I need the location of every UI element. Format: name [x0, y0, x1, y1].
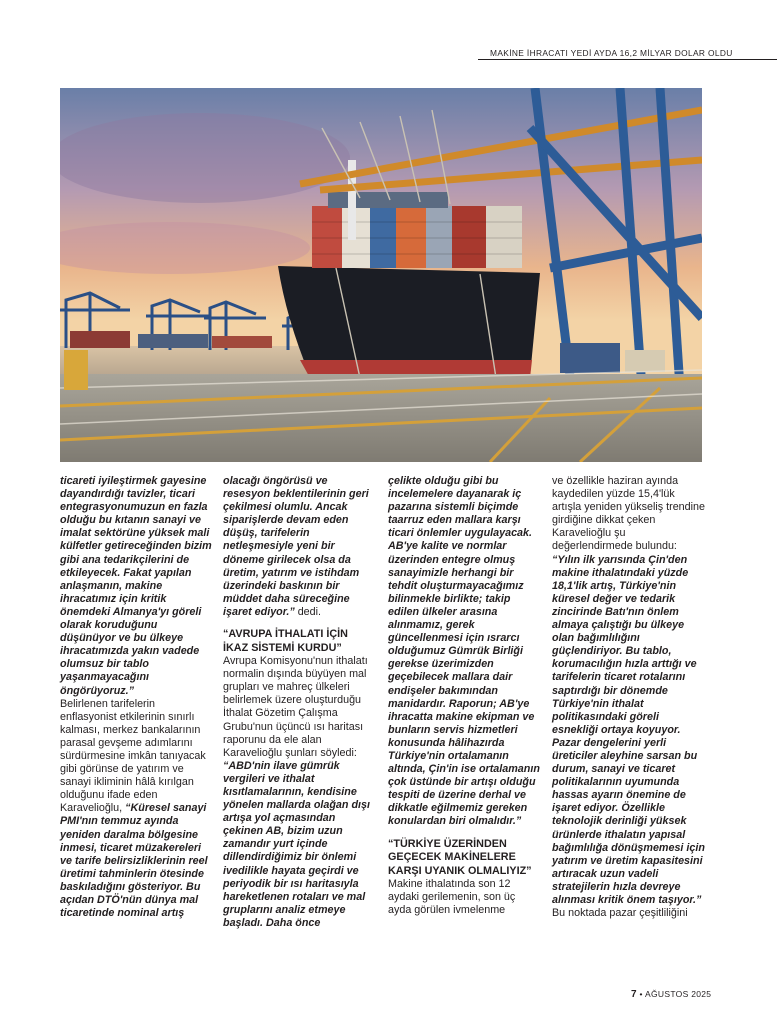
col4-body-text: ve özellikle haziran ayında kaydedilen yüzde 15,4'lük artışla yeniden yükseliş trendine girdiğine dikkat çeken Karavelioğlu şu değerlendirmede bulundu:: [552, 475, 705, 553]
issue-date: AĞUSTOS 2025: [645, 989, 712, 999]
col4-quote-text: “Yılın ilk yarısında Çin'den makine ithalatındaki yüzde 18,1'lik artış, Türkiye'nin küresel değer ve tedarik zincirinde Batı'nın önlem almaya çalıştığı bu ülkeye olan bağımlılığını güçlendiriyor. Bu tablo, korumacılığın hızla arttığı ve tarifelerin ticaret rotalarını saptırdığı bir dönemde Türkiye'nin ithalat politikasındaki göreli esnekliği ortaya koyuyor. Pazar dengelerini yerli üreticiler aleyhine sarsan bu durum, sanayi ve ticaret politikalarının uyumunda hassas ayarın önemine de işaret ediyor. Özellikle teknolojik derinliği yüksek ürünlerde ithalatın yapısal bağımlılığa dönüşmemesi için yatırım ve üretim kapasitesini artıracak uzun vadeli stratejilerin hızla devreye alınması kritik önem taşıyor.”: [552, 553, 705, 906]
port-photo: [60, 88, 702, 462]
header-rule: [478, 59, 777, 60]
col3-quote-text: çelikte olduğu gibi bu incelemelere dayanarak iç pazarına sistemli biçimde taarruz eden mallara karşı ticari önlemler uygulayacak. AB'ye kalite ve normlar üzerinden entegre olmuş sanayimizle herhangi bir tehdit oluşturmayacağımız bilinmekle birlikte; takip edilen ülkeler arasına alınmamız, gerek güncellenmesi için ısrarcı olduğumuz Gümrük Birliği gerekse üzerimizden geçebilecek mallara dair endişeler bakımından manidardır. Raporun; AB'ye ihracatta makine ekipman ve bunların servis hizmetleri konusunda hâlihazırda Türkiye'nin ortalamanın altında, Çin'in ise ortalamanın çok üstünde bir artışı olduğu tespiti de üzerine derhal ve dikkatle eğilmemiz gereken konulardan biri olmalıdır.”: [388, 475, 540, 828]
text-column-3: [388, 475, 541, 917]
section-heading-2: “TÜRKİYE ÜZERİNDEN GEÇECEK MAKİNELERE KARŞI UYANIK OLMALIYIZ”: [388, 837, 532, 877]
footer-bullet: •: [639, 989, 643, 999]
col2-quote-text-2: “ABD'nin ilave gümrük vergileri ve ithalat kısıtlamalarının, kendisine yönelen mallarda olağan dışı artışa yol açmasından çekinen AB, bizim uzun zamandır yurt içinde dillendirdiğimiz bir önlemi ivedilikle hayata geçirdi ve periyodik bir ısı haritasıyla hareketlenen rotaları ve mal gruplarını analiz etmeye başladı. Daha önce: [223, 759, 370, 929]
col1-paragraph-2: [60, 698, 213, 921]
col2-attribution: dedi.: [294, 605, 322, 618]
col1-bold-text: ticareti iyileştirmek gayesine dayandırdığı tavizler, ticari entegrasyonumuzun en fazla olduğu bu kıtanın sanayi ve imalat sektörüne yüksek mali külfetler getireceğinden bizim gibi ana tedarikçilerini de etkileyecek. Fakat yapılan anlaşmanın, makine ihracatımız için kritik önemdeki Almanya'yı göreli olarak koruduğunu düşünüyor ve bu ülkeye ihracatımızda yakın vadede olumsuz bir tablo yaşanmayacağını öngörüyoruz.”: [60, 475, 212, 697]
running-head-title: MAKİNE İHRACATI YEDİ AYDA 16,2 MİLYAR DOLAR OLDU: [490, 48, 733, 58]
col2-quote-text: olacağı öngörüsü ve resesyon beklentilerinin geri çekilmesi olumlu. Ancak siparişlerde devam eden düşüş, tarifelerin netleşmesiyle yeni bir döneme girilecek olsa da üretim, yatırım ve istihdam üzerindeki baskının bir müddet daha süreceğine işaret ediyor.”: [223, 475, 369, 618]
col2-body-text: Avrupa Komisyonu'nun ithalatı normalin dışında büyüyen mal grupları ve mahreç ülkeleri belirlemek üzere oluşturduğu İthalat Gözetim Çalışma Grubu'nun üçüncü ısı haritası raporunu da ele alan Karavelioğlu şunları söyledi:: [223, 655, 368, 759]
col2-paragraph-1: [223, 475, 376, 619]
text-column-4: [552, 475, 705, 920]
col4-paragraph-2: [552, 907, 705, 920]
col4-paragraph-1: [552, 475, 705, 907]
page-footer: [631, 989, 711, 1000]
section-heading-1: “AVRUPA İTHALATI İÇİN İKAZ SİSTEMİ KURDU”: [223, 628, 348, 654]
col3-paragraph-1: [388, 475, 541, 829]
text-column-1: [60, 475, 213, 920]
col3-body-text: Makine ithalatında son 12 aydaki gerilemenin, son üç ayda görülen ivmelenme: [388, 878, 516, 917]
text-column-2: [223, 475, 376, 930]
col1-body-text: Belirlenen tarifelerin enflasyonist etkilerinin sınırlı kalması, merkez bankalarının parasal gevşeme adımlarını sürdürmesine imkân tanıyacak gibi görünse de yatırım ve sanayi ikliminin hâlâ kırılgan olduğunu ifade eden Karavelioğlu,: [60, 697, 206, 815]
col2-paragraph-2: [223, 655, 376, 930]
col4-body-text-2: Bu noktada pazar çeşitliliğini: [552, 907, 688, 920]
col1-paragraph-1: [60, 475, 213, 698]
container-ship-illustration: [60, 88, 702, 462]
page-number: 7: [631, 989, 637, 1000]
col1-quote-text: “Küresel sanayi PMI'nın temmuz ayında yeniden daralma bölgesine inmesi, ticaret müzakereleri ve tarife belirsizliklerinin reel üretimi tahminlerin ötesinde baskıladığını gösteriyor. Bu açıdan DTÖ'nün dünya mal ticaretinde nominal artış: [60, 802, 208, 920]
col3-paragraph-2: [388, 878, 541, 917]
